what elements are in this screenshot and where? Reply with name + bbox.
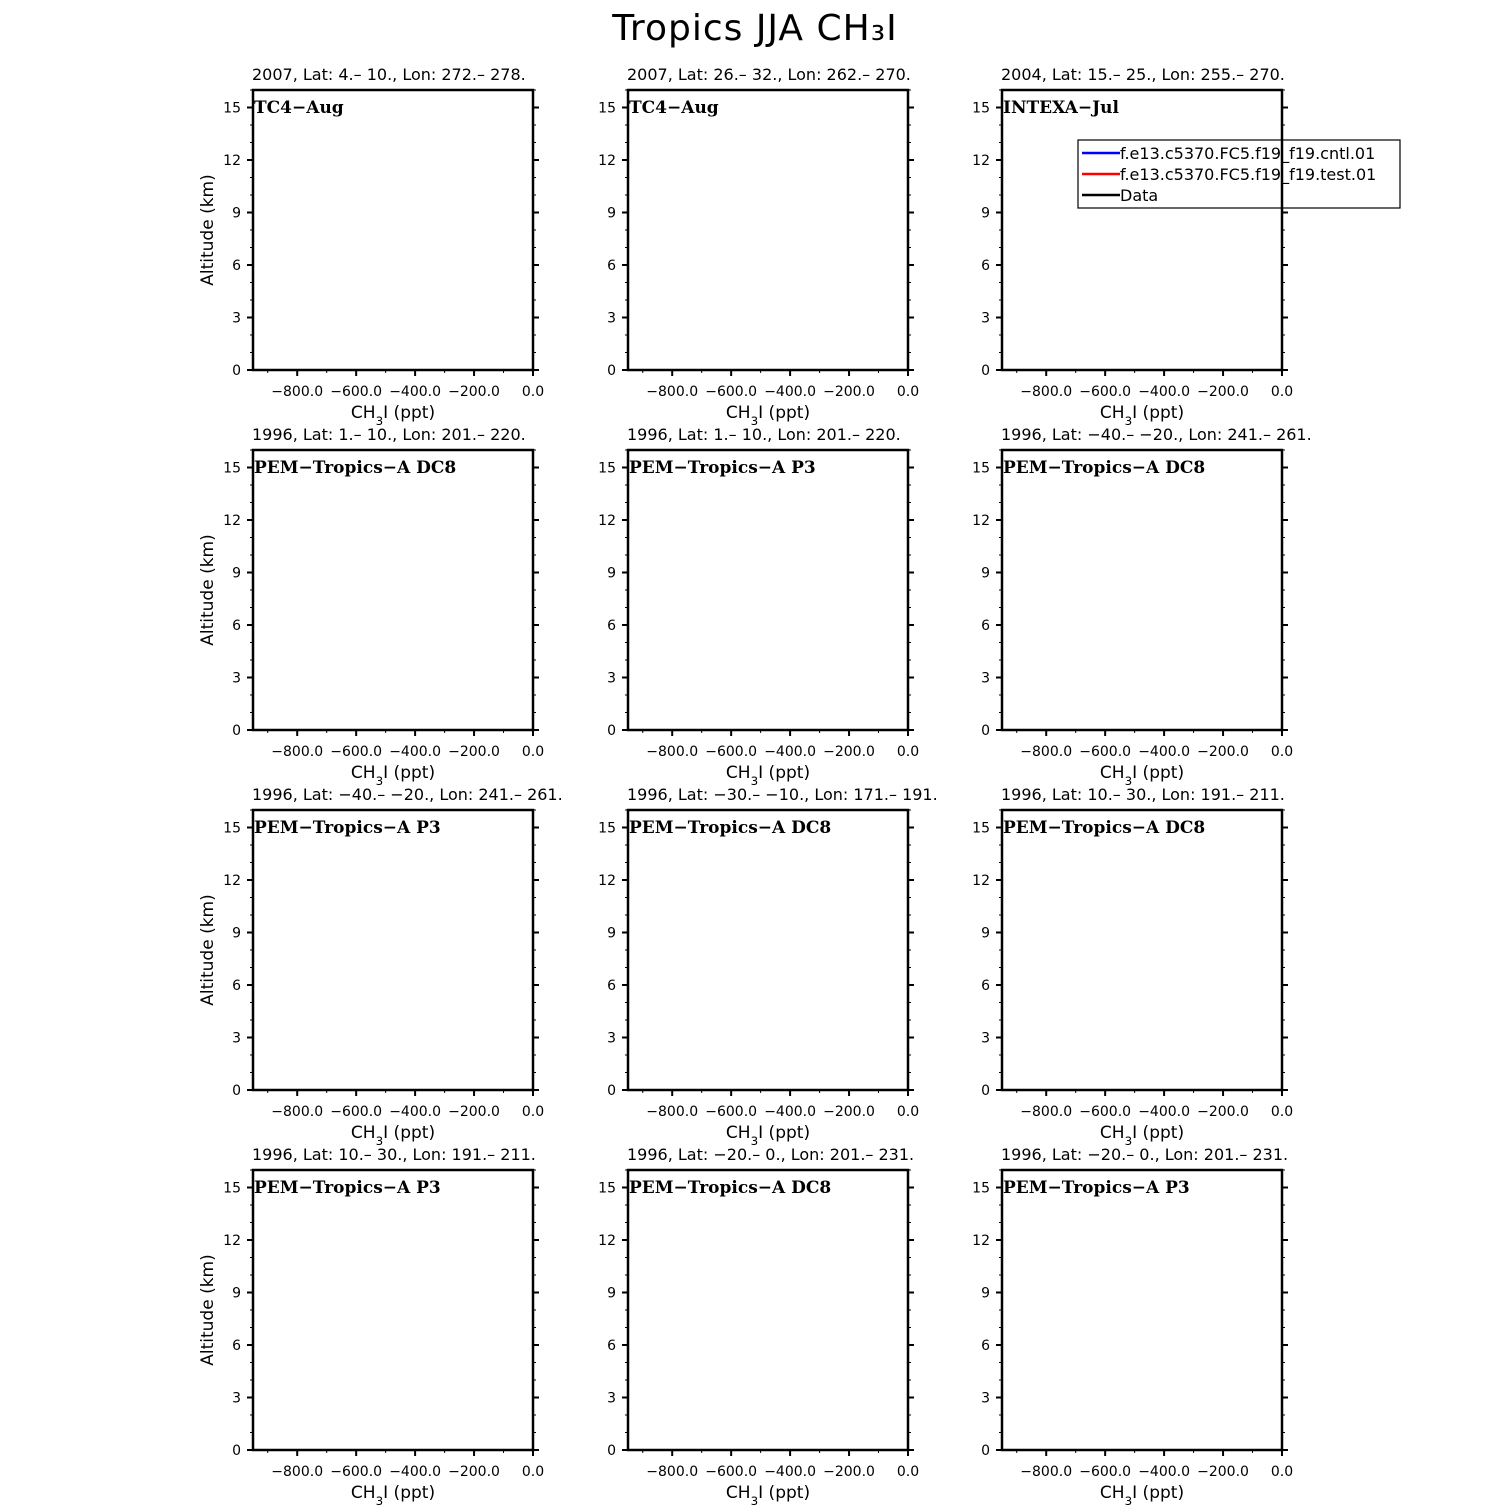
- y-tick-label: 15: [972, 820, 990, 837]
- campaign-label: PEM−Tropics−A P3: [254, 818, 441, 838]
- panel-2: [598, 65, 919, 428]
- x-tick-label: −200.0: [448, 1104, 500, 1120]
- x-tick-label: −600.0: [705, 1464, 758, 1480]
- plot-frame: [253, 450, 533, 730]
- y-tick-label: 0: [607, 723, 616, 739]
- x-axis-label: $CH_3I$ (ppt): [725, 1123, 811, 1148]
- campaign-label: PEM−Tropics−A DC8: [629, 818, 832, 838]
- x-tick-label: 0.0: [521, 384, 545, 400]
- x-tick-label: 0.0: [521, 1464, 545, 1480]
- x-tick-label: 0.0: [1270, 384, 1294, 400]
- y-axis-label: Altitude (km): [198, 1254, 218, 1366]
- panel-subtitle: 1996, Lat: −40.– −20., Lon: 241.– 261.: [252, 785, 563, 804]
- y-tick-label: 15: [972, 460, 990, 477]
- y-tick-label: 6: [232, 978, 241, 994]
- y-tick-label: 12: [223, 153, 241, 169]
- panel-subtitle: 2007, Lat: 26.– 32., Lon: 262.– 270.: [627, 65, 911, 84]
- y-tick-label: 0: [981, 723, 990, 739]
- x-tick-label: 0.0: [521, 1104, 545, 1120]
- y-tick-label: 9: [981, 1285, 990, 1302]
- y-tick-label: 3: [607, 670, 616, 687]
- y-tick-label: 3: [232, 1390, 241, 1407]
- legend-entry: Data: [1120, 186, 1159, 205]
- y-tick-label: 9: [981, 205, 990, 222]
- x-tick-label: −600.0: [1079, 744, 1132, 760]
- x-tick-label: −600.0: [330, 384, 383, 400]
- y-tick-label: 0: [981, 1083, 990, 1099]
- panel-subtitle: 1996, Lat: 10.– 30., Lon: 191.– 211.: [1001, 785, 1285, 804]
- panel-subtitle: 1996, Lat: −20.– 0., Lon: 201.– 231.: [627, 1145, 915, 1164]
- y-tick-label: 0: [607, 1083, 616, 1099]
- panel-subtitle: 2007, Lat: 4.– 10., Lon: 272.– 278.: [252, 65, 526, 84]
- x-tick-label: −200.0: [1197, 1464, 1249, 1480]
- x-tick-label: −800.0: [271, 1464, 324, 1480]
- y-tick-label: 6: [607, 618, 616, 634]
- x-tick-label: −800.0: [646, 744, 699, 760]
- y-tick-label: 9: [232, 565, 241, 582]
- x-tick-label: −600.0: [1079, 384, 1132, 400]
- y-tick-label: 6: [981, 618, 990, 634]
- y-tick-label: 12: [223, 873, 241, 889]
- y-tick-label: 15: [598, 460, 616, 477]
- y-tick-label: 9: [232, 1285, 241, 1302]
- plot-frame: [1002, 90, 1282, 370]
- y-tick-label: 15: [223, 460, 241, 477]
- plot-frame: [253, 1170, 533, 1450]
- campaign-label: INTEXA−Jul: [1003, 98, 1119, 118]
- y-tick-label: 0: [981, 1443, 990, 1459]
- y-tick-label: 12: [598, 153, 616, 169]
- x-tick-label: 0.0: [521, 744, 545, 760]
- y-tick-label: 9: [232, 205, 241, 222]
- x-axis-label: $CH_3I$ (ppt): [725, 763, 811, 788]
- y-tick-label: 15: [972, 1180, 990, 1197]
- x-tick-label: −400.0: [764, 1104, 817, 1120]
- y-tick-label: 3: [981, 1030, 990, 1047]
- campaign-label: PEM−Tropics−A DC8: [1003, 818, 1206, 838]
- y-tick-label: 15: [223, 820, 241, 837]
- x-tick-label: −200.0: [448, 1464, 500, 1480]
- campaign-label: PEM−Tropics−A DC8: [254, 458, 457, 478]
- x-tick-label: −200.0: [1197, 744, 1249, 760]
- y-tick-label: 3: [607, 310, 616, 327]
- x-tick-label: −200.0: [823, 1464, 875, 1480]
- y-tick-label: 3: [232, 670, 241, 687]
- x-tick-label: −800.0: [646, 1104, 699, 1120]
- x-tick-label: −600.0: [330, 1104, 383, 1120]
- y-axis-label: Altitude (km): [198, 174, 218, 286]
- x-tick-label: 0.0: [896, 1104, 920, 1120]
- x-axis-label: $CH_3I$ (ppt): [1099, 403, 1185, 428]
- plot-frame: [253, 810, 533, 1090]
- y-tick-label: 6: [981, 978, 990, 994]
- y-tick-label: 15: [598, 100, 616, 117]
- x-tick-label: −800.0: [271, 744, 324, 760]
- x-tick-label: 0.0: [1270, 1464, 1294, 1480]
- y-tick-label: 15: [223, 1180, 241, 1197]
- y-tick-label: 6: [607, 1338, 616, 1354]
- y-tick-label: 12: [598, 1233, 616, 1249]
- panel-7: [198, 785, 563, 1148]
- y-tick-label: 12: [972, 153, 990, 169]
- y-tick-label: 0: [232, 1443, 241, 1459]
- panel-subtitle: 1996, Lat: 1.– 10., Lon: 201.– 220.: [252, 425, 526, 444]
- y-tick-label: 6: [232, 1338, 241, 1354]
- y-tick-label: 6: [232, 618, 241, 634]
- x-tick-label: −200.0: [1197, 384, 1249, 400]
- x-tick-label: −200.0: [823, 384, 875, 400]
- y-tick-label: 15: [223, 100, 241, 117]
- y-tick-label: 0: [607, 363, 616, 379]
- x-axis-label: $CH_3I$ (ppt): [350, 763, 436, 788]
- x-tick-label: −400.0: [1138, 744, 1191, 760]
- y-tick-label: 0: [232, 723, 241, 739]
- x-tick-label: 0.0: [896, 744, 920, 760]
- y-tick-label: 3: [607, 1030, 616, 1047]
- panel-1: [198, 65, 544, 428]
- x-axis-label: $CH_3I$ (ppt): [350, 1483, 436, 1508]
- x-tick-label: −600.0: [705, 384, 758, 400]
- y-tick-label: 12: [972, 873, 990, 889]
- x-tick-label: −400.0: [764, 1464, 817, 1480]
- y-tick-label: 6: [607, 978, 616, 994]
- panel-8: [598, 785, 938, 1148]
- campaign-label: TC4−Aug: [254, 98, 344, 118]
- x-tick-label: −800.0: [271, 1104, 324, 1120]
- panel-10: [198, 1145, 544, 1508]
- panel-subtitle: 1996, Lat: −40.– −20., Lon: 241.– 261.: [1001, 425, 1312, 444]
- panel-subtitle: 1996, Lat: −30.– −10., Lon: 171.– 191.: [627, 785, 938, 804]
- campaign-label: PEM−Tropics−A DC8: [629, 1178, 832, 1198]
- campaign-label: PEM−Tropics−A P3: [1003, 1178, 1190, 1198]
- plot-frame: [253, 90, 533, 370]
- y-tick-label: 0: [232, 363, 241, 379]
- x-tick-label: −400.0: [389, 384, 442, 400]
- y-tick-label: 15: [598, 1180, 616, 1197]
- x-tick-label: −200.0: [1197, 1104, 1249, 1120]
- campaign-label: PEM−Tropics−A DC8: [1003, 458, 1206, 478]
- campaign-label: TC4−Aug: [629, 98, 719, 118]
- plot-frame: [628, 1170, 908, 1450]
- panel-6: [972, 425, 1312, 788]
- panel-4: [198, 425, 544, 788]
- legend-entry: f.e13.c5370.FC5.f19_f19.test.01: [1120, 165, 1377, 184]
- y-tick-label: 3: [981, 1390, 990, 1407]
- campaign-label: PEM−Tropics−A P3: [254, 1178, 441, 1198]
- x-axis-label: $CH_3I$ (ppt): [350, 403, 436, 428]
- x-tick-label: −600.0: [1079, 1464, 1132, 1480]
- y-tick-label: 6: [232, 258, 241, 274]
- x-tick-label: −200.0: [448, 384, 500, 400]
- x-tick-label: −400.0: [1138, 384, 1191, 400]
- legend: [1078, 140, 1400, 208]
- x-tick-label: −200.0: [448, 744, 500, 760]
- y-axis-label: Altitude (km): [198, 534, 218, 646]
- y-axis-label: Altitude (km): [198, 894, 218, 1006]
- y-tick-label: 0: [607, 1443, 616, 1459]
- y-tick-label: 9: [607, 205, 616, 222]
- x-tick-label: −200.0: [823, 744, 875, 760]
- x-tick-label: −600.0: [705, 744, 758, 760]
- plot-frame: [628, 810, 908, 1090]
- y-tick-label: 15: [598, 820, 616, 837]
- x-axis-label: $CH_3I$ (ppt): [1099, 1483, 1185, 1508]
- x-tick-label: 0.0: [896, 384, 920, 400]
- panel-subtitle: 1996, Lat: 1.– 10., Lon: 201.– 220.: [627, 425, 901, 444]
- x-tick-label: −800.0: [1020, 384, 1073, 400]
- panel-5: [598, 425, 919, 788]
- y-tick-label: 6: [981, 258, 990, 274]
- x-tick-label: −800.0: [646, 384, 699, 400]
- y-tick-label: 0: [232, 1083, 241, 1099]
- y-tick-label: 9: [607, 925, 616, 942]
- plot-frame: [628, 90, 908, 370]
- x-tick-label: −800.0: [1020, 1464, 1073, 1480]
- x-axis-label: $CH_3I$ (ppt): [725, 1483, 811, 1508]
- x-tick-label: −600.0: [705, 1104, 758, 1120]
- y-tick-label: 3: [232, 1030, 241, 1047]
- panel-12: [972, 1145, 1293, 1508]
- x-tick-label: −200.0: [823, 1104, 875, 1120]
- y-tick-label: 12: [972, 1233, 990, 1249]
- x-axis-label: $CH_3I$ (ppt): [350, 1123, 436, 1148]
- y-tick-label: 12: [598, 873, 616, 889]
- panel-subtitle: 2004, Lat: 15.– 25., Lon: 255.– 270.: [1001, 65, 1285, 84]
- y-tick-label: 9: [981, 565, 990, 582]
- x-tick-label: −400.0: [389, 1464, 442, 1480]
- x-axis-label: $CH_3I$ (ppt): [1099, 763, 1185, 788]
- y-tick-label: 9: [607, 1285, 616, 1302]
- x-tick-label: −800.0: [271, 384, 324, 400]
- plot-frame: [1002, 1170, 1282, 1450]
- x-tick-label: 0.0: [1270, 744, 1294, 760]
- y-tick-label: 3: [232, 310, 241, 327]
- x-tick-label: −600.0: [1079, 1104, 1132, 1120]
- campaign-label: PEM−Tropics−A P3: [629, 458, 816, 478]
- y-tick-label: 3: [981, 310, 990, 327]
- plot-frame: [1002, 450, 1282, 730]
- y-tick-label: 6: [981, 1338, 990, 1354]
- x-tick-label: −400.0: [1138, 1464, 1191, 1480]
- panel-11: [598, 1145, 919, 1508]
- page-title: Tropics JJA CH₃I: [612, 8, 898, 49]
- x-axis-label: $CH_3I$ (ppt): [725, 403, 811, 428]
- y-tick-label: 12: [598, 513, 616, 529]
- y-tick-label: 3: [981, 670, 990, 687]
- x-tick-label: −400.0: [389, 744, 442, 760]
- x-tick-label: 0.0: [1270, 1104, 1294, 1120]
- y-tick-label: 3: [607, 1390, 616, 1407]
- x-tick-label: −400.0: [764, 384, 817, 400]
- x-tick-label: −400.0: [1138, 1104, 1191, 1120]
- x-tick-label: −800.0: [1020, 744, 1073, 760]
- legend-entry: f.e13.c5370.FC5.f19_f19.cntl.01: [1120, 144, 1376, 163]
- plot-frame: [1002, 810, 1282, 1090]
- y-tick-label: 9: [232, 925, 241, 942]
- y-tick-label: 12: [223, 513, 241, 529]
- x-tick-label: −400.0: [389, 1104, 442, 1120]
- panel-9: [972, 785, 1293, 1148]
- y-tick-label: 12: [972, 513, 990, 529]
- x-tick-label: −800.0: [646, 1464, 699, 1480]
- plot-frame: [628, 450, 908, 730]
- panel-3: [972, 65, 1400, 428]
- y-tick-label: 15: [972, 100, 990, 117]
- x-tick-label: −600.0: [330, 1464, 383, 1480]
- y-tick-label: 6: [607, 258, 616, 274]
- y-tick-label: 12: [223, 1233, 241, 1249]
- x-tick-label: 0.0: [896, 1464, 920, 1480]
- x-tick-label: −600.0: [330, 744, 383, 760]
- x-tick-label: −400.0: [764, 744, 817, 760]
- y-tick-label: 9: [607, 565, 616, 582]
- y-tick-label: 9: [981, 925, 990, 942]
- panel-subtitle: 1996, Lat: 10.– 30., Lon: 191.– 211.: [252, 1145, 536, 1164]
- panel-subtitle: 1996, Lat: −20.– 0., Lon: 201.– 231.: [1001, 1145, 1289, 1164]
- x-axis-label: $CH_3I$ (ppt): [1099, 1123, 1185, 1148]
- x-tick-label: −800.0: [1020, 1104, 1073, 1120]
- y-tick-label: 0: [981, 363, 990, 379]
